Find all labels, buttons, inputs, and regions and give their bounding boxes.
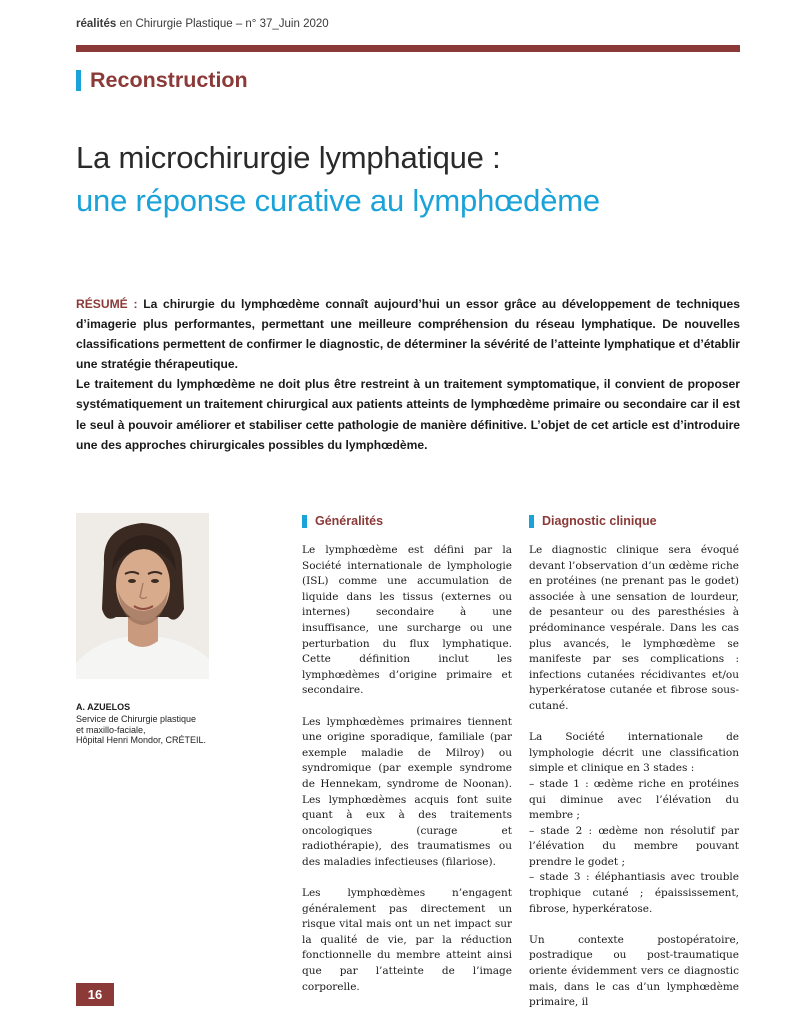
stage-item: – stade 2 : œdème non résolutif par l’élévation du membre pouvant prendre le godet ; [529, 824, 739, 868]
heading-marker [302, 515, 307, 528]
col1-heading [302, 514, 383, 528]
running-header [76, 18, 329, 30]
author-name: A. AZUELOS [76, 702, 131, 712]
journal-name: réalités [76, 18, 117, 30]
col2-heading [529, 514, 657, 528]
section-label: Reconstruction [90, 68, 248, 92]
author-affiliation-line: Service de Chirurgie plastique [76, 714, 197, 724]
section-marker [76, 70, 81, 91]
abstract [76, 294, 740, 455]
col1-heading-text: Généralités [315, 514, 384, 528]
article-title-line1: La microchirurgie lymphatique : [76, 140, 501, 175]
journal-issue: en Chirurgie Plastique – n° 37_Juin 2020 [116, 18, 329, 30]
stage-item: – stade 3 : éléphantiasis avec trouble trophique cutané ; épaississement, fibrose, hyperkératose. [529, 871, 739, 915]
col1-body [302, 543, 512, 1011]
abstract-para2: Le traitement du lymphœdème ne doit plus être restreint à un traitement symptomatique, il convient de proposer systématiquement un traitement chirurgical aux patients atteints de lymphœdème primaire ou secondaire car il est le seul à pouvoir améliorer et stabiliser cette pathologie de manière définitive. L’objet de cet article est d’introduire une des approches chirurgicales possibles du lymphœdème. [76, 377, 740, 452]
author-portrait-image [76, 513, 209, 679]
abstract-para1 [76, 294, 740, 374]
abstract-text1: La chirurgie du lymphœdème connaît aujourd’hui un essor grâce au développement de techniques d’imagerie plus performantes, permettant une meilleure compréhension du réseau lymphatique. De nouvelles classifications permettent de confirmer le diagnostic, de déterminer la sévérité de l’atteinte lymphatique et d’établir une stratégie thérapeutique. [76, 297, 740, 372]
body-paragraph: Le lymphœdème est défini par la Société internationale de lymphologie (ISL) comme une accumulation de liquide dans les tissus (externes ou internes) secondaire à une insuffisance, une surcharge ou une perturbation du flux lymphatique. Cette définition inclut les lymphœdèmes d’origine primaire et secondaire. [302, 544, 512, 697]
col2-heading-text: Diagnostic clinique [542, 514, 657, 528]
article-title-line2: une réponse curative au lymphœdème [76, 183, 600, 218]
section-tag [76, 68, 248, 93]
col2-body [529, 543, 739, 1026]
author-affiliation [76, 714, 206, 746]
body-paragraph: La Société internationale de lymphologie décrit une classification simple et clinique en 3 stades : [529, 731, 739, 775]
author-photo [76, 513, 209, 679]
body-paragraph: Le diagnostic clinique sera évoqué devant l’observation d’un œdème riche en protéines (ne prenant pas le godet) associée à une sensation de lourdeur, de pesanteur ou des paresthésies à prédominance vespérale. Dans les cas plus avancés, le lymphœdème se manifeste par ses complications : infections cutanées récidivantes et/ou hyperkératose cutanée et fibrose sous-cutané. [529, 544, 739, 712]
abstract-label: RÉSUMÉ : [76, 297, 138, 311]
heading-marker [529, 515, 534, 528]
author-affiliation-line: Hôpital Henri Mondor, CRÉTEIL. [76, 735, 207, 745]
header-rule [76, 45, 740, 52]
stage-item: – stade 1 : œdème riche en protéines qui diminue avec l’élévation du membre ; [529, 777, 739, 822]
author-affiliation-line: et maxillo-faciale, [76, 724, 146, 735]
body-paragraph: Les lymphœdèmes primaires tiennent une origine sporadique, familiale (par exemple maladie de Milroy) ou syndromique (par exemple syndrome de Hennekam, syndrome de Noonan). Les lymphœdèmes acquis font suite quant à eux à des traitements oncologiques (curage et radiothérapie), des traumatismes ou des maladies infectieuses (filariose). [302, 715, 512, 868]
body-paragraph: Les lymphœdèmes n’engagent généralement pas directement un risque vital mais ont un net impact sur la qualité de vie, par la réduction fonctionnelle du membre atteint ainsi que par l’atteinte de l’image corporelle. [302, 887, 512, 993]
body-paragraph: Un contexte postopératoire, postradique ou post-traumatique oriente évidemment vers ce diagnostic mais, dans le cas d’un lymphœdème primaire, il [529, 933, 739, 1009]
page-number: 16 [76, 983, 114, 1006]
